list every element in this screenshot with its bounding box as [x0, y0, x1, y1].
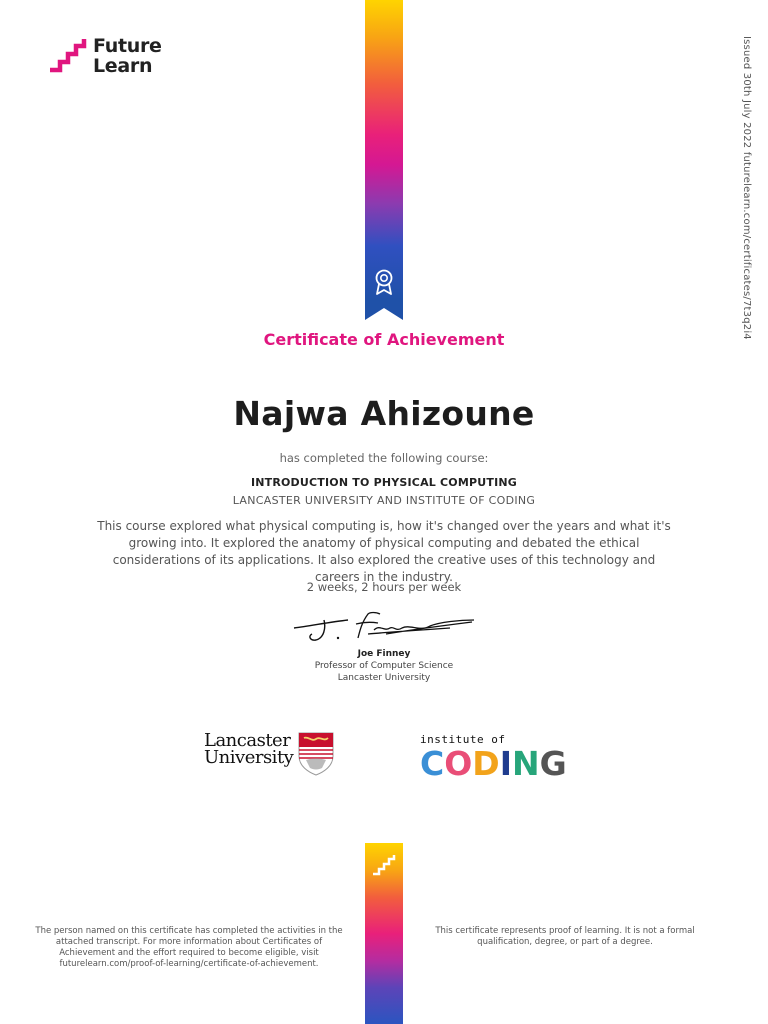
futurelearn-steps-icon: [48, 36, 90, 74]
certificate-title: Certificate of Achievement: [263, 330, 505, 349]
ioc-logo-word: C O D I N G: [420, 744, 567, 783]
course-title: INTRODUCTION TO PHYSICAL COMPUTING: [250, 476, 518, 489]
lancaster-logo-line-2: University: [204, 747, 294, 768]
logo-line-2: Learn: [93, 55, 153, 77]
signatory-role: Professor of Computer Science: [314, 661, 454, 671]
futurelearn-steps-icon-bottom: [371, 852, 397, 878]
footer-left-text: The person named on this certificate has completed the activities in the attached transcript. For more information about Certificates of Achievement and the effort required to become eligible, visit futurelearn.com/proof-of-learning/certificate-of-achievement.: [35, 926, 343, 969]
institute-of-coding-logo: [420, 733, 567, 783]
course-organization: LANCASTER UNIVERSITY AND INSTITUTE OF CODING: [232, 494, 536, 507]
footer-right-text: This certificate represents proof of learning. It is not a formal qualification, degree, or part of a degree.: [435, 926, 695, 947]
logo-line-1: Future: [93, 35, 162, 57]
course-duration: 2 weeks, 2 hours per week: [306, 580, 462, 594]
signatory-name: Joe Finney: [357, 649, 411, 659]
lancaster-university-logo: [204, 732, 334, 776]
issued-info: Issued 30th July 2022 futurelearn.com/certificates/7t3q2i4: [741, 36, 752, 340]
completed-text: has completed the following course:: [279, 451, 489, 465]
top-ribbon: [365, 0, 403, 300]
lancaster-logo-line-1: Lancaster: [204, 730, 291, 751]
signatory-organization: Lancaster University: [337, 673, 431, 683]
ioc-logo-top: institute of: [420, 733, 506, 746]
ribbon-tail: [365, 298, 403, 320]
signature-image: [290, 608, 480, 648]
award-badge-icon: [372, 268, 396, 296]
lancaster-crest-icon: [298, 732, 334, 776]
recipient-name: Najwa Ahizoune: [233, 394, 535, 433]
futurelearn-logo: [48, 36, 162, 76]
course-description: This course explored what physical computing is, how it's changed over the years and what it's growing into. It explored the anatomy of physical computing and debated the ethical considerations of its applications. It also explored the creative uses of this technology and careers in the industry.: [97, 519, 671, 584]
